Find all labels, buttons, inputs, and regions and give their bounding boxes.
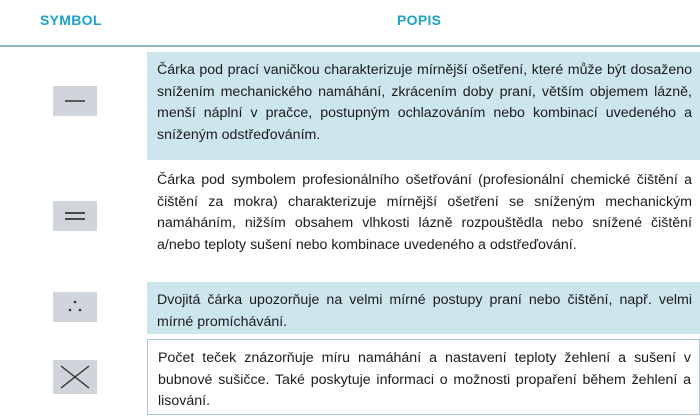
double-bar-icon [53, 201, 97, 231]
header-divider [0, 45, 700, 47]
description-column-header: POPIS [397, 12, 442, 28]
symbol-column-header: SYMBOL [40, 12, 102, 28]
row-description: Čárka pod prací vaničkou charakterizuje mírnější ošetření, které může být dosaženo snížením mechanického namáhání, zkrácením doby praní, větším objemem lázně, menší náplní v pračce, postupným ochlazováním nebo kombinací uvedeného a sníženým odstřeďováním. [147, 52, 700, 160]
row-description: Počet teček znázorňuje míru namáhání a nastavení teploty žehlení a sušení v bubnové sušičce. Také poskytuje informaci o možnosti propaření během žehlení a lisování. [147, 339, 700, 415]
row-description: Čárka pod symbolem profesionálního ošetřování (profesionální chemické čištění a čištění za mokra) charakterizuje mírnější ošetření se sníženým mechanickým namáháním, nižším obsahem vlhkosti lázně rozpouštědla nebo snížené čištění a/nebo teploty sušení nebo kombinace uvedeného a odstřeďování. [157, 172, 692, 253]
three-dots-icon [53, 292, 97, 322]
single-bar-icon [53, 86, 97, 116]
table-header [0, 0, 700, 46]
cross-icon [53, 360, 97, 394]
row-description: Dvojitá čárka upozorňuje na velmi mírné postupy praní nebo čištění, např. velmi mírné promíchávání. [147, 282, 700, 334]
